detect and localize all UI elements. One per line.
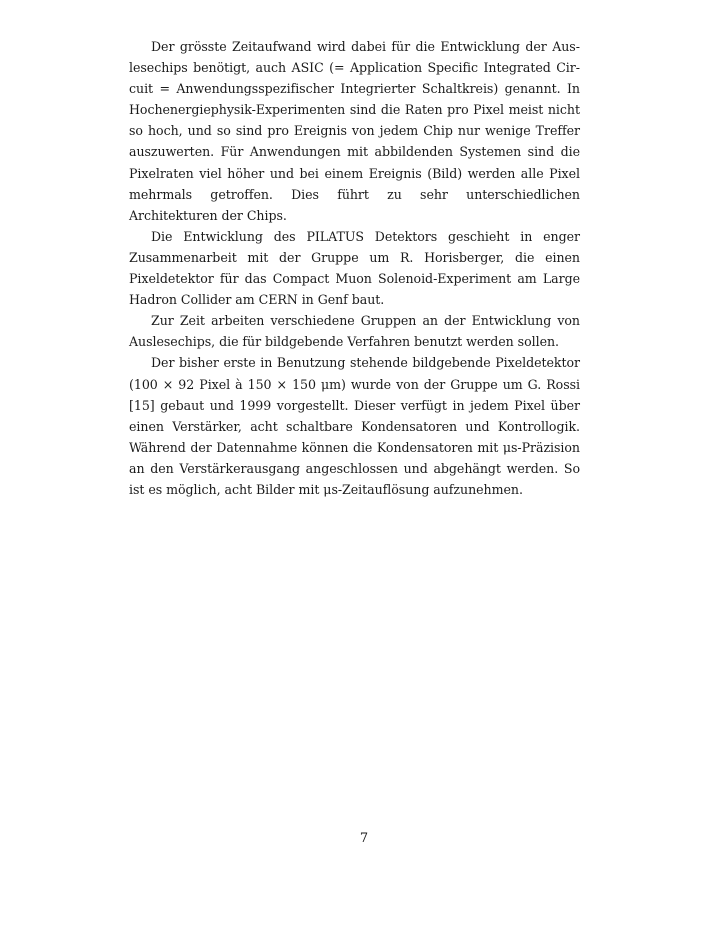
paragraph-asic-development: Der grösste Zeitaufwand wird dabei für die Entwicklung der Auslesechips benötigt, auch ASIC (= Application Specific Integrated Circuit = Anwendungsspezifischer Integrierter Schaltkreis) genannt. In Hochenergiephysik-Experimenten sind die Raten pro Pixel meist nicht so hoch, und so sind pro Ereignis von jedem Chip nur wenige Treffer auszuwerten. Für Anwendungen mit abbildenden Systemen sind die Pixelraten viel höher und bei einem Ereignis (Bild) werden alle Pixel mehrmals getroffen. Dies führt zu sehr unterschiedlichen Architekturen der Chips.: [129, 39, 580, 223]
paragraph-pilatus-collaboration: Die Entwicklung des PILATUS Detektors geschieht in enger Zusammenarbeit mit der Gruppe um R. Horisberger, die einen Pixeldetektor für das Compact Muon Solenoid-Experiment am Large Hadron Collider am CERN in Genf baut.: [129, 228, 580, 308]
body-text: [129, 36, 580, 500]
paragraph-readout-chips: Zur Zeit arbeiten verschiedene Gruppen an der Entwicklung von Auslesechips, die für bildgebende Verfahren benutzt werden sollen.: [129, 313, 580, 350]
paragraph-first-imaging-detector: Der bisher erste in Benutzung stehende bildgebende Pixeldetektor (100 × 92 Pixel à 150 × 150 μm) wurde von der Gruppe um G. Rossi [15] gebaut und 1999 vorgestellt. Dieser verfügt in jedem Pixel über einen Verstärker, acht schaltbare Kondensatoren und Kontrollogik. Während der Datennahme können die Kondensatoren mit μs-Präzision an den Verstärkerausgang angeschlossen und abgehängt werden. So ist es möglich, acht Bilder mit μs-Zeitauflösung aufzunehmen.: [129, 355, 580, 497]
page-number: 7: [359, 831, 369, 846]
